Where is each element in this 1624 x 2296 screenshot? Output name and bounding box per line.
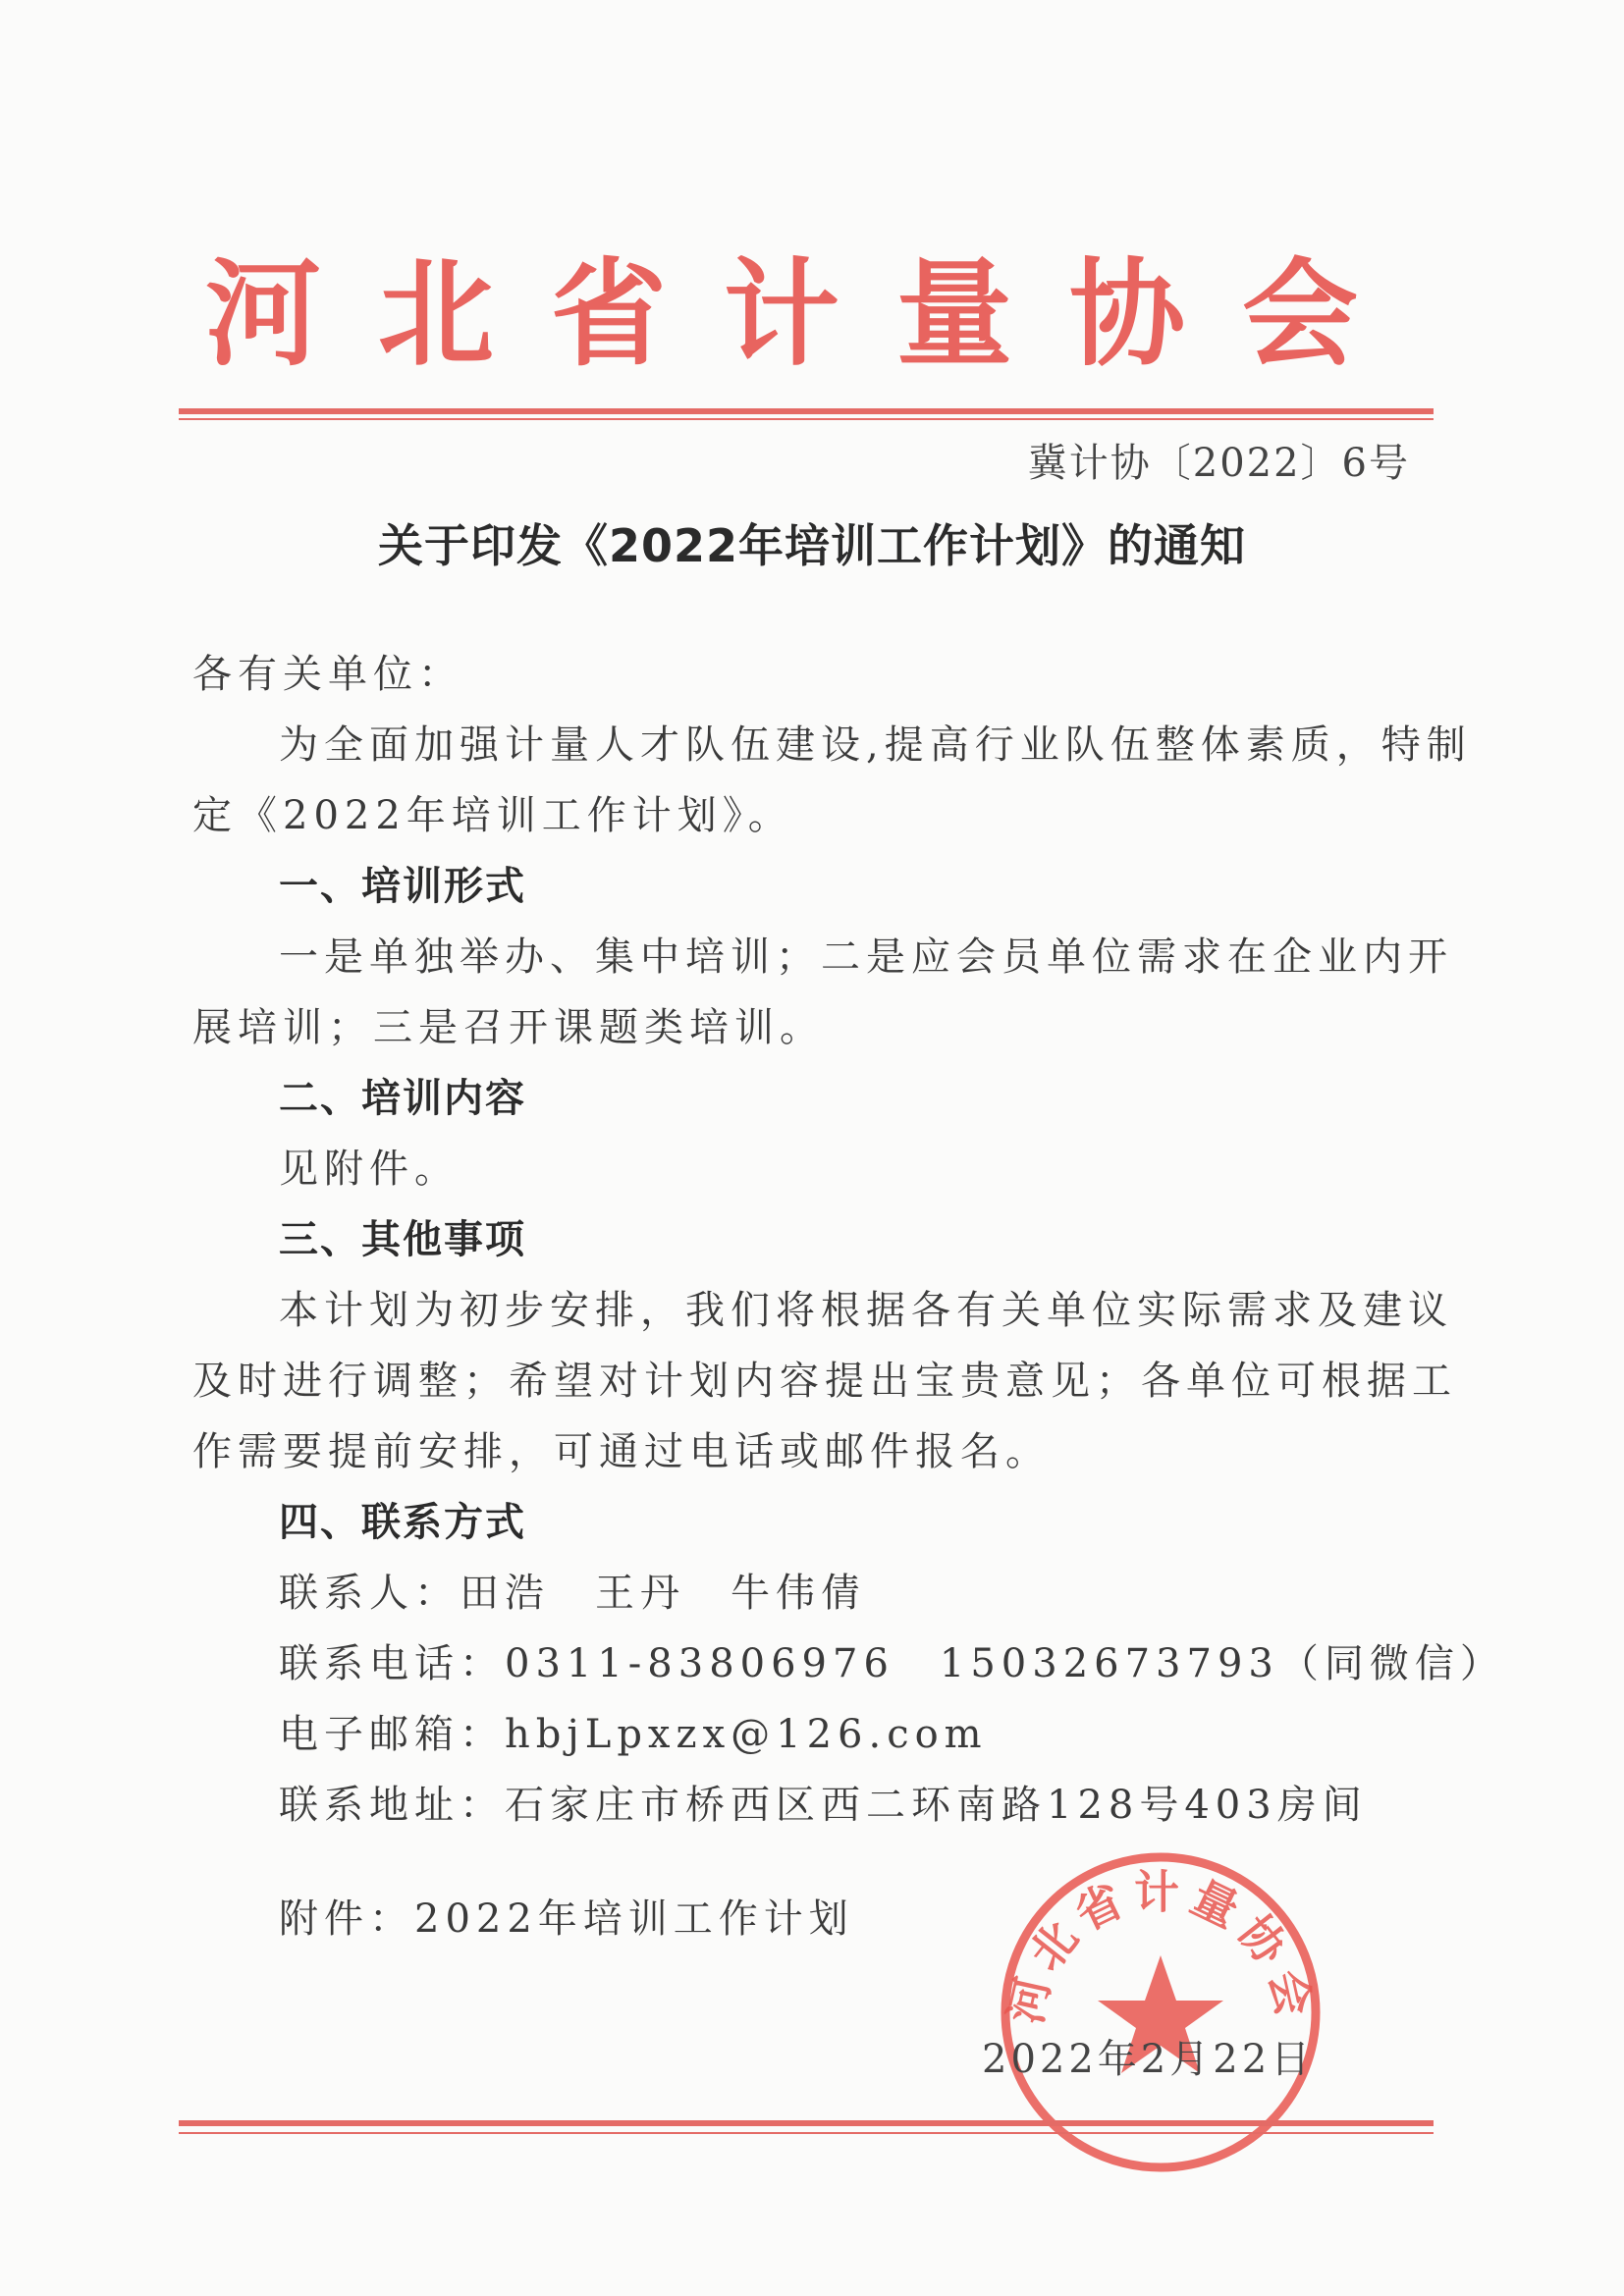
section-line: 及时进行调整；希望对计划内容提出宝贵意见；各单位可根据工: [192, 1359, 1457, 1404]
intro-line: 定《2022年培训工作计划》。: [192, 793, 793, 838]
document-title: 关于印发《2022年培训工作计划》的通知: [377, 519, 1247, 572]
intro-line: 为全面加强计量人才队伍建设,提高行业队伍整体素质，特制: [279, 722, 1472, 768]
contact-email: 电子邮箱：hbjLpxzx@126.com: [279, 1712, 988, 1757]
section-heading: 一、培训形式: [279, 864, 526, 909]
letterhead-org-name: 河北省计量协会: [204, 245, 1415, 382]
attachment-note: 附件：2022年培训工作计划: [279, 1896, 854, 1942]
seal-text: 河北省计量协会: [999, 1865, 1323, 2029]
section-heading: 二、培训内容: [279, 1076, 526, 1121]
section-line: 见附件。: [279, 1147, 460, 1192]
issue-date: 2022年2月22日: [982, 2037, 1315, 2082]
footer-rule-thick: [179, 2120, 1434, 2126]
footer-rule-thin: [179, 2132, 1434, 2134]
contact-address: 联系地址：石家庄市桥西区西二环南路128号403房间: [279, 1783, 1368, 1828]
section-line: 一是单独举办、集中培训；二是应会员单位需求在企业内开: [279, 934, 1453, 980]
contact-persons: 联系人：田浩 王丹 牛伟倩: [279, 1571, 866, 1616]
section-line: 本计划为初步安排，我们将根据各有关单位实际需求及建议: [279, 1288, 1453, 1333]
letterhead-rule-top: [179, 408, 1434, 414]
salutation: 各有关单位：: [192, 652, 463, 697]
section-heading: 四、联系方式: [279, 1500, 526, 1545]
document-number: 冀计协〔2022〕6号: [1027, 441, 1410, 486]
section-line: 作需要提前安排，可通过电话或邮件报名。: [192, 1429, 1051, 1474]
section-heading: 三、其他事项: [279, 1217, 526, 1262]
section-line: 展培训；三是召开课题类培训。: [192, 1005, 825, 1050]
letterhead-rule-top-thin: [179, 418, 1434, 420]
contact-phone: 联系电话：0311-83806976 15032673793（同微信）: [279, 1641, 1505, 1686]
official-seal-icon: [994, 1845, 1327, 2179]
